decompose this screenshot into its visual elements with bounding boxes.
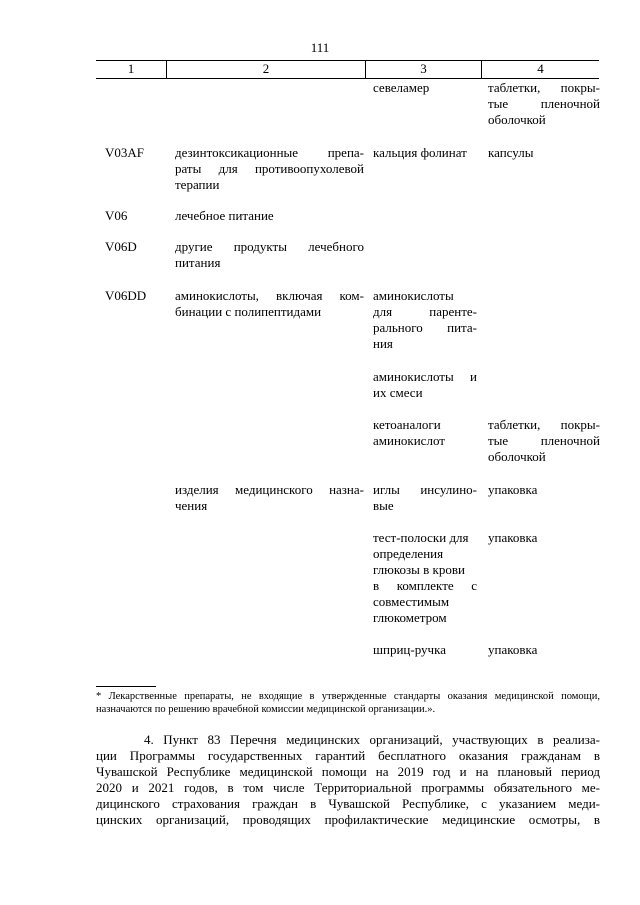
name-cell: [175, 239, 364, 271]
substance-text: в комплекте с: [373, 578, 477, 593]
atc-code: V06: [105, 208, 128, 223]
header-col-4: 4: [537, 61, 544, 76]
paragraph-line: дицинского страхования граждан в Чувашской Республике, с указанием меди-: [96, 796, 600, 811]
paragraph-line: цинских организаций, проводящих профилактические медицинские осмотры, в: [96, 812, 600, 827]
header-col-2: 2: [262, 61, 270, 76]
name-text: лечебное питание: [175, 208, 274, 223]
form-cell: [488, 482, 600, 498]
name-text: дезинтоксикационные препа-: [175, 145, 364, 160]
form-text: тые пленочной: [488, 96, 600, 111]
atc-code: V06D: [105, 239, 137, 254]
form-text: оболочкой: [488, 449, 546, 464]
form-text: капсулы: [488, 145, 534, 160]
substance-text: кальция фолинат: [373, 145, 467, 160]
substance-cell: [373, 482, 477, 514]
form-cell: [488, 80, 600, 128]
form-text: упаковка: [488, 482, 538, 497]
name-text: терапии: [175, 177, 220, 192]
form-cell: [488, 145, 600, 161]
substance-text: севеламер: [373, 80, 430, 95]
form-text: оболочкой: [488, 112, 546, 127]
name-text: бинации с полипептидами: [175, 304, 322, 319]
paragraph-line: 2020 и 2021 годов, в том числе Территориальной программы обязательного ме-: [96, 780, 600, 795]
name-cell: [175, 208, 364, 224]
form-cell: [488, 417, 600, 465]
substance-cell: [373, 145, 477, 161]
header-col-3: 3: [420, 61, 427, 76]
substance-text: ния: [373, 336, 393, 351]
substance-text: глюкозы в крови: [373, 562, 465, 577]
paragraph-line: 4. Пункт 83 Перечня медицинских организаций, участвующих в реализа-: [144, 732, 600, 747]
form-text: упаковка: [488, 530, 538, 545]
name-text: другие продукты лечебного: [175, 239, 364, 254]
substance-cell: [373, 417, 477, 449]
form-text: таблетки, покры-: [488, 417, 600, 432]
substance-text: вые: [373, 498, 394, 513]
footnote-separator: [96, 686, 156, 687]
substance-text: иглы инсулино-: [373, 482, 477, 497]
substance-cell: [373, 369, 477, 401]
substance-text: для паренте-: [373, 304, 477, 319]
substance-text: кетоаналоги: [373, 417, 441, 432]
name-cell: [175, 288, 364, 320]
table-header: [96, 60, 599, 79]
substance-cell: [373, 80, 477, 96]
substance-cell: [373, 642, 477, 658]
form-cell: [488, 530, 600, 546]
substance-text: шприц-ручка: [373, 642, 446, 657]
atc-code: V03AF: [105, 145, 145, 160]
page-number: 111: [310, 40, 330, 55]
name-text: питания: [175, 255, 221, 270]
name-text: аминокислоты, включая ком-: [175, 288, 364, 303]
form-text: упаковка: [488, 642, 538, 657]
name-cell: [175, 482, 364, 514]
header-col-1: 1: [127, 61, 135, 76]
substance-text: аминокислоты: [373, 288, 454, 303]
substance-text: совместимым: [373, 594, 450, 609]
substance-text: глюкометром: [373, 610, 447, 625]
substance-text: их смеси: [373, 385, 423, 400]
footnote: * Лекарственные препараты, не входящие в утвержденные стандарты оказания медицинской помощи, назначаются по решению врачебной комиссии медицинской организации.».: [96, 691, 600, 715]
name-cell: [175, 145, 364, 193]
name-text: раты для противоопухолевой: [175, 161, 364, 176]
substance-text: тест-полоски для: [373, 530, 469, 545]
form-text: таблетки, покры-: [488, 80, 600, 95]
name-text: чения: [175, 498, 208, 513]
substance-cell: [373, 530, 477, 626]
substance-text: определения: [373, 546, 444, 561]
body-paragraph: [96, 732, 600, 828]
substance-text: аминокислот: [373, 433, 445, 448]
substance-cell: [373, 288, 477, 352]
substance-text: аминокислоты и: [373, 369, 477, 384]
paragraph-line: ции Программы государственных гарантий бесплатного оказания гражданам в: [96, 748, 600, 763]
form-cell: [488, 642, 600, 658]
form-text: тые пленочной: [488, 433, 600, 448]
name-text: изделия медицинского назна-: [175, 482, 364, 497]
atc-code: V06DD: [105, 288, 147, 303]
substance-text: рального пита-: [373, 320, 477, 335]
paragraph-line: Чувашской Республике медицинской помощи на 2019 год и на плановый период: [96, 764, 600, 779]
